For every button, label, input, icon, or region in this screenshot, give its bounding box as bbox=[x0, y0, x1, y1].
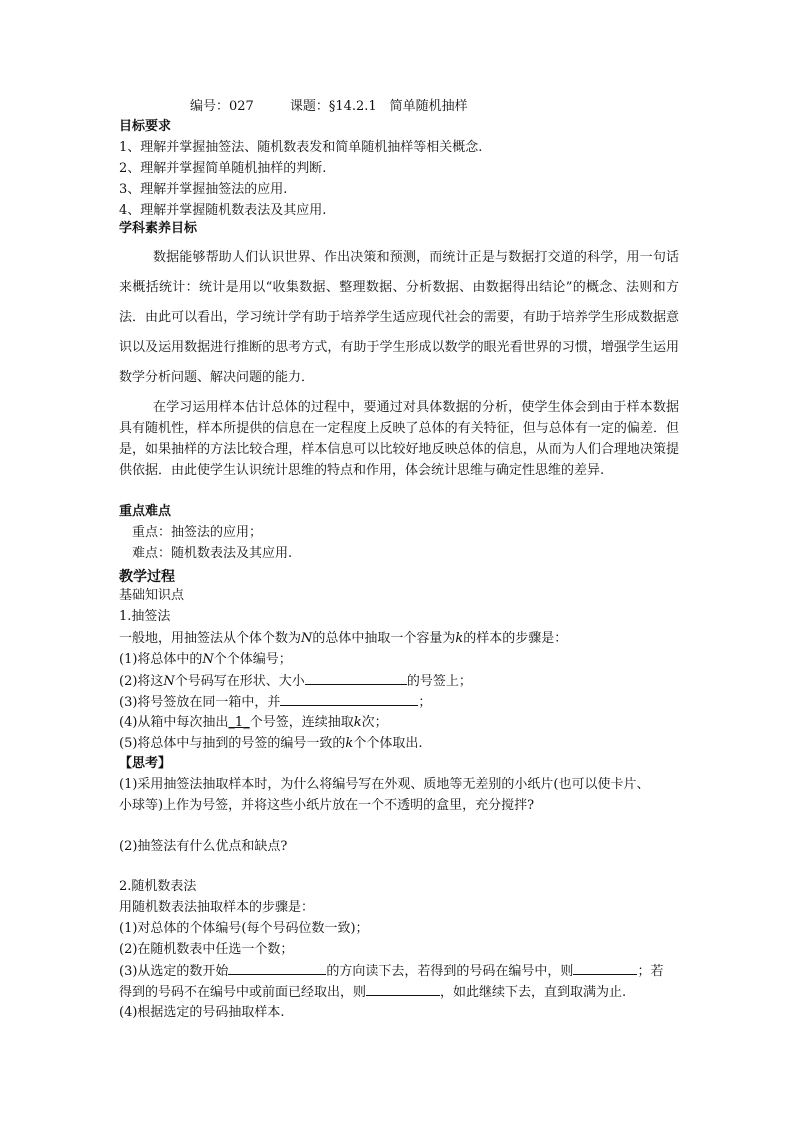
random-step-2: (2)在随机数表中任选一个数； bbox=[119, 942, 294, 957]
literacy-paragraph-2: 在学习运用样本估计总体的过程中，要通过对具体数据的分析，使学生体会到由于样本数据具有随机性，样本所提供的信息在一定程度上反映了总体的有关特征，但与总体有一定的偏差．但是，如果抽样的方法比较合理，样本信息可以比较好地反映总体的信息，从而为人们合理地决策提供依据．由此使学生认识统计思维的特点和作用，体会统计思维与确定性思维的差异. bbox=[119, 400, 679, 478]
step-text: (2)将这 bbox=[119, 674, 164, 689]
fill-blank[interactable] bbox=[228, 962, 326, 975]
random-table-intro: 用随机数表法抽取样本的步骤是： bbox=[119, 900, 315, 915]
intro-text: 的样本的步骤是： bbox=[463, 631, 568, 646]
intro-text: 一般地，用抽签法从个体个数为 bbox=[119, 631, 302, 646]
step-text: (3)从选定的数开始 bbox=[119, 964, 229, 979]
fill-blank[interactable] bbox=[573, 962, 637, 975]
document-header bbox=[190, 98, 468, 116]
fill-value: 1 bbox=[234, 715, 244, 730]
step-text: (5)将总体中与抽到的号签的编号一致的 bbox=[119, 736, 346, 751]
think-question-1: (1)采用抽签法抽取样本时，为什么将编号写在外观、质地等无差别的小纸片(也可以使卡片、 bbox=[119, 777, 650, 792]
think-heading: 【思考】 bbox=[119, 756, 172, 771]
step-text: (4)从箱中每次抽出 bbox=[119, 715, 229, 730]
objectives-heading: 目标要求 bbox=[119, 119, 172, 134]
lottery-step-3 bbox=[119, 693, 431, 712]
basics-heading: 基础知识点 bbox=[119, 588, 185, 603]
step-text: ； bbox=[418, 695, 432, 710]
step-text: 得到的号码不在编号中或前面已经取出，则 bbox=[119, 985, 367, 1000]
step-text: 个号码写在形状、大小 bbox=[174, 674, 305, 689]
random-step-1: (1)对总体的个体编号(每个号码位数一致)； bbox=[119, 921, 369, 936]
process-heading: 教学过程 bbox=[119, 569, 175, 585]
lottery-title: 1.抽签法 bbox=[119, 609, 171, 624]
random-step-3 bbox=[119, 962, 663, 981]
step-text: 个个体编号； bbox=[213, 652, 292, 667]
key-point: 重点：抽签法的应用； bbox=[132, 525, 263, 540]
fill-blank[interactable] bbox=[280, 693, 418, 706]
step-text: (1)将总体中的 bbox=[119, 652, 203, 667]
step-text: 的号签上； bbox=[406, 674, 472, 689]
step-text: 个个体取出. bbox=[353, 736, 423, 751]
literacy-heading: 学科素养目标 bbox=[119, 221, 198, 236]
literacy-paragraph-1: 数据能够帮助人们认识世界、作出决策和预测，而统计正是与数据打交道的科学，用一句话来概括统计：统计是用以“收集数据、整理数据、分析数据、由数据得出结论”的概念、法则和方法．由此可以看出，学习统计学有助于培养学生适应现代社会的需要，有助于培养学生形成数据意识以及运用数据进行推断的思考方式，有助于学生形成以数学的眼光看世界的习惯，增强学生运用数学分析问题、解决问题的能力． bbox=[119, 250, 679, 385]
step-text: (3)将号签放在同一箱中，并 bbox=[119, 695, 281, 710]
think-question-2: (2)抽签法有什么优点和缺点? bbox=[119, 839, 288, 854]
key-points-heading: 重点难点 bbox=[119, 504, 172, 519]
var-k: k bbox=[353, 715, 362, 730]
lottery-intro bbox=[119, 630, 567, 648]
step-text: 个号签，连续抽取 bbox=[249, 715, 354, 730]
objective-item: 4、理解并掌握随机数表法及其应用. bbox=[119, 203, 327, 218]
random-table-title: 2.随机数表法 bbox=[119, 879, 197, 894]
step-text: 次； bbox=[361, 715, 388, 730]
filled-blank: _1_ bbox=[228, 715, 250, 730]
fill-blank[interactable] bbox=[366, 983, 440, 996]
lottery-step-4 bbox=[119, 714, 388, 732]
fill-blank[interactable] bbox=[305, 672, 407, 685]
intro-text: 的总体中抽取一个容量为 bbox=[312, 631, 456, 646]
lottery-step-1 bbox=[119, 651, 292, 669]
think-question-1-cont: 小球等)上作为号签，并将这些小纸片放在一个不透明的盒里，充分搅拌? bbox=[119, 798, 535, 813]
lesson-number: 编号：027 bbox=[190, 99, 254, 114]
lesson-topic: 课题：§14.2.1 简单随机抽样 bbox=[289, 99, 468, 114]
var-n: N bbox=[301, 631, 313, 646]
var-k: k bbox=[455, 631, 464, 646]
step-text: 的方向读下去，若得到的号码在编号中，则 bbox=[326, 964, 574, 979]
lottery-step-5 bbox=[119, 735, 422, 753]
var-n: N bbox=[202, 652, 214, 667]
var-k: k bbox=[345, 736, 354, 751]
var-n: N bbox=[163, 674, 175, 689]
random-step-3-cont bbox=[119, 983, 626, 1002]
step-text: ；若 bbox=[637, 964, 664, 979]
step-text: ，如此继续下去，直到取满为止. bbox=[440, 985, 627, 1000]
objective-item: 2、理解并掌握简单随机抽样的判断. bbox=[119, 161, 327, 176]
random-step-4: (4)根据选定的号码抽取样本. bbox=[119, 1005, 285, 1020]
objective-item: 3、理解并掌握抽签法的应用. bbox=[119, 182, 288, 197]
lottery-step-2 bbox=[119, 672, 472, 691]
difficult-point: 难点：随机数表法及其应用. bbox=[132, 546, 293, 561]
objective-item: 1、理解并掌握抽签法、随机数表发和简单随机抽样等相关概念. bbox=[119, 140, 483, 155]
